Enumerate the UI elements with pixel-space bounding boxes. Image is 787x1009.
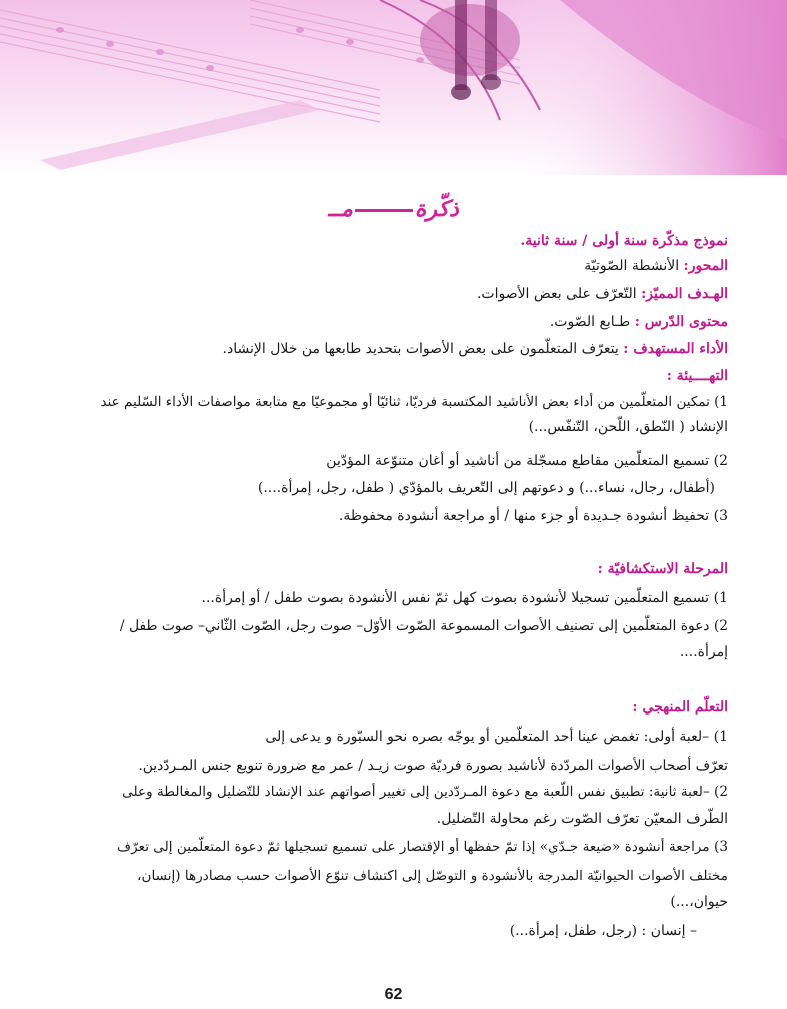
title-part-start: مــ [328, 196, 353, 222]
model-title: نموذج مذكّرة سنة أولى / سنة ثانية. [520, 233, 728, 249]
discovery-item-2-line-2: إمرأة.... [679, 644, 728, 660]
methodical-heading: التعلّم المنهجي : [632, 699, 728, 715]
warmup-item-2-line-1: 2) تسميع المتعلّمين مقاطع مسجّلة من أناشيد أو أغان متنوّعة المؤدّين [326, 453, 728, 469]
discovery-heading: المرحلة الاستكشافيّة : [597, 561, 728, 577]
warmup-item-1-line-2: الإنشاد ( النّطق، اللّحن، التّنفّس...) [528, 419, 728, 435]
page-title [0, 196, 787, 222]
axis-label: المحور: [683, 258, 728, 274]
content-line [550, 313, 728, 331]
methodical-item-2-line-2: الطّرف المعيّن تعرّف الصّوت رغم محاولة التّضليل. [436, 811, 728, 827]
warmup-item-3: 3) تحفيظ أنشودة جـديدة أو جزء منها / أو مراجعة أنشودة محفوظة. [338, 508, 728, 524]
discovery-item-1: 1) تسميع المتعلّمين تسجيلا لأنشودة بصوت كهل ثمّ نفس الأنشودة بصوت طفل / أو إمرأة... [201, 590, 728, 606]
methodical-item-1-line-1: 1) –لعبة أولى: تغمض عينا أحد المتعلّمين أو يوجّه بصره نحو السبّورة و يدعى إلى [265, 729, 728, 745]
methodical-bullet: – إنسان : (رجل، طفل، إمرأة...) [509, 923, 697, 939]
title-part-end: ذكّرة [414, 196, 459, 222]
goal-value: التّعرّف على بعض الأصوات. [476, 286, 637, 302]
methodical-item-3-line-3: حيوان،...) [670, 894, 728, 910]
warmup-item-1-line-1: 1) تمكين المتعلّمين من أداء بعض الأناشيد المكتسبة فرديّا، ثنائيّا أو مجموعيّا مع متابعة مواصفات الأداء السّليم عند [100, 394, 728, 410]
methodical-item-3-line-2: مختلف الأصوات الحيوانيّة المدرجة بالأنشودة و التوصّل إلى اكتشاف تنوّع الأصوات حسب مصادرها (إنسان، [137, 868, 728, 884]
content-value: طـابع الصّوت. [549, 314, 631, 330]
methodical-item-1-line-2: تعرّف أصحاب الأصوات المردّدة لأناشيد بصورة فرديّة صوت زيـد / عمر مع ضرورة تنويع جنس المـردّدين. [138, 758, 728, 774]
performance-value: يتعرّف المتعلّمون على بعض الأصوات بتحديد طابعها من خلال الإنشاد. [222, 341, 619, 357]
title-kashida-line [355, 209, 413, 212]
performance-label: الأداء المستهدف : [623, 341, 728, 357]
goal-label: الهـدف المميّز: [641, 286, 728, 302]
goal-line [477, 285, 728, 303]
warmup-heading: التهــــيئة : [666, 368, 728, 384]
axis-value: الأنشطة الصّوتيّة [584, 258, 680, 274]
discovery-item-2-line-1: 2) دعوة المتعلّمين إلى تصنيف الأصوات المسموعة الصّوت الأوّل– صوت رجل، الصّوت الثّاني– صوت طفل / [119, 618, 728, 634]
performance-line [223, 340, 728, 358]
warmup-item-2-line-2: (أطفال، رجال، نساء...) و دعوتهم إلى التّعريف بالمؤدّي ( طفل، رجل، إمرأة....) [257, 480, 715, 496]
methodical-item-2-line-1: 2) –لعبة ثانية: تطبيق نفس اللّعبة مع دعوة المـردّدين إلى تغيير أصواتهم عند الإنشاد للتّضليل والمغالطة وعلى [122, 784, 728, 800]
methodical-item-3-line-1: 3) مراجعة أنشودة «ضيعة جـدّي» إذا تمّ حفظها أو الإقتصار على تسميع تسجيلها ثمّ دعوة المتعلّمين إلى تعرّف [117, 839, 728, 855]
content-label: محتوى الدّرس : [634, 314, 728, 330]
axis-line [584, 257, 728, 275]
page-number: 62 [384, 986, 403, 1003]
